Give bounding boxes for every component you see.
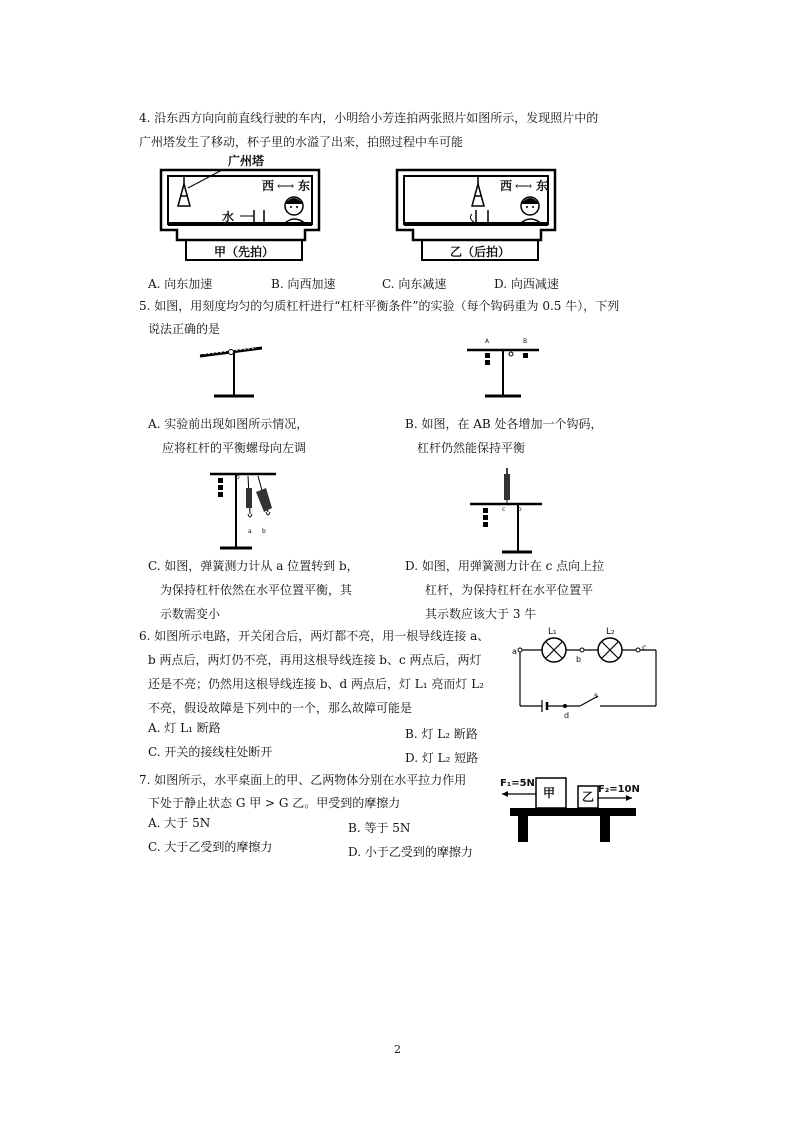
q6-lamp-l1-label: L₁: [548, 627, 557, 637]
q6-option-c: C. 开关的接线柱处断开: [148, 745, 273, 759]
q5-point-b-label: B: [523, 338, 528, 345]
q7-option-b: B. 等于 5N: [348, 821, 411, 835]
q5-option-a-line2: 应将杠杆的平衡螺母向左调: [162, 441, 307, 455]
q6-stem-line4: 不亮，假设故障是下列中的一个，那么故障可能是: [148, 701, 413, 715]
q4-option-d: D. 向西减速: [494, 277, 559, 291]
q7-option-a: A. 大于 5N: [148, 816, 211, 830]
q7-stem-line2: 下处于静止状态 G 甲 > G 乙。甲受到的摩擦力: [148, 796, 401, 810]
q7-stem-line1: 7. 如图所示，水平桌面上的甲、乙两物体分别在水平拉力作用: [139, 773, 467, 787]
q4-water-label: 水: [222, 210, 235, 224]
q5-option-d-line2: 杠杆，为保持杠杆在水平位置平: [425, 583, 594, 597]
q5-option-c-line2: 为保持杠杆依然在水平位置平衡，其: [160, 583, 353, 597]
q6-node-a: a: [512, 647, 517, 656]
q5-option-d-line3: 其示数应该大于 3 牛: [425, 607, 537, 621]
q7-block-yi-label: 乙: [582, 790, 595, 804]
q5d-pivot-label: o: [518, 506, 522, 513]
q6-circuit-diagram: [510, 627, 660, 720]
q4-east-label-after: 东: [536, 179, 549, 193]
q4-west-label-after: 西: [500, 179, 513, 193]
q6-stem-line1: 6. 如图所示电路，开关闭合后，两灯都不亮，用一根导线连接 a、: [139, 629, 490, 643]
q7-f2-label: F₂=10N: [598, 784, 640, 795]
q4-tower-label: 广州塔: [228, 154, 265, 168]
q6-stem-line2: b 两点后，两灯仍不亮，再用这根导线连接 b、c 两点后，两灯: [148, 653, 482, 667]
q5-option-c-line1: C. 如图，弹簧测力计从 a 位置转到 b，: [148, 559, 359, 573]
q4-figure-before: [160, 154, 320, 262]
q4-east-label: 东: [298, 179, 311, 193]
q4-option-c: C. 向东减速: [382, 277, 447, 291]
q5c-pivot-label: o: [236, 474, 240, 481]
q5-option-b-line1: B. 如图，在 AB 处各增加一个钩码，: [405, 417, 603, 431]
q4-caption-after: 乙（后拍）: [450, 245, 511, 259]
q5-option-a-line1: A. 实验前出现如图所示情况，: [148, 417, 309, 431]
q4-caption-before: 甲（先拍）: [214, 245, 275, 259]
q6-stem-line3: 还是不亮；仍然用这根导线连接 b、d 两点后，灯 L₁ 亮而灯 L₂: [148, 677, 484, 691]
q4-double-arrow-icon-after: ⟷: [515, 179, 533, 193]
q5-figure-a: [196, 340, 266, 400]
q5-option-d-line1: D. 如图，用弹簧测力计在 c 点向上拉: [405, 559, 605, 573]
q5d-c-label: c: [502, 506, 506, 513]
q6-switch-label: s: [594, 691, 599, 700]
q4-stem-line2: 广州塔发生了移动，杯子里的水溢了出来，拍照过程中车可能: [139, 135, 464, 149]
q7-block-jia-label: 甲: [543, 786, 556, 800]
page-number: 2: [394, 1043, 401, 1056]
q7-option-d: D. 小于乙受到的摩擦力: [348, 845, 473, 859]
q6-node-b: b: [576, 655, 582, 664]
q5c-b-label: b: [262, 528, 266, 535]
q6-lamp-l2-label: L₂: [606, 627, 615, 637]
q6-option-a: A. 灯 L₁ 断路: [148, 721, 221, 735]
q5-figure-c: [206, 464, 280, 554]
q7-option-c: C. 大于乙受到的摩擦力: [148, 840, 273, 854]
q5-figure-d: [466, 466, 546, 556]
q6-node-d: d: [564, 711, 570, 720]
q4-option-b: B. 向西加速: [271, 277, 336, 291]
q5c-a-label: a: [248, 528, 252, 535]
q4-stem-line1: 4. 沿东西方向向前直线行驶的车内，小明给小芳连拍两张照片如图所示，发现照片中的: [139, 111, 599, 125]
q5-point-a-label: A: [485, 338, 490, 345]
q6-node-c: c: [642, 643, 647, 652]
q5-option-b-line2: 杠杆仍然能保持平衡: [417, 441, 526, 455]
q6-option-d: D. 灯 L₂ 短路: [405, 751, 479, 765]
q4-figure-after: [396, 166, 556, 262]
q6-option-b: B. 灯 L₂ 断路: [405, 727, 478, 741]
q7-force-diagram: [492, 772, 638, 844]
q7-f1-label: F₁=5N: [500, 778, 535, 789]
q5-option-c-line3: 示数需变小: [160, 607, 221, 621]
q5-stem-line2: 说法正确的是: [148, 322, 221, 336]
q5-stem-line1: 5. 如图，用刻度均匀的匀质杠杆进行“杠杆平衡条件”的实验（每个钩码重为 0.5 牛），下列: [139, 299, 620, 313]
q5-figure-b: [463, 338, 543, 400]
q4-west-label: 西: [262, 179, 275, 193]
q4-double-arrow-icon: ⟷: [277, 179, 295, 193]
q4-option-a: A. 向东加速: [148, 277, 213, 291]
